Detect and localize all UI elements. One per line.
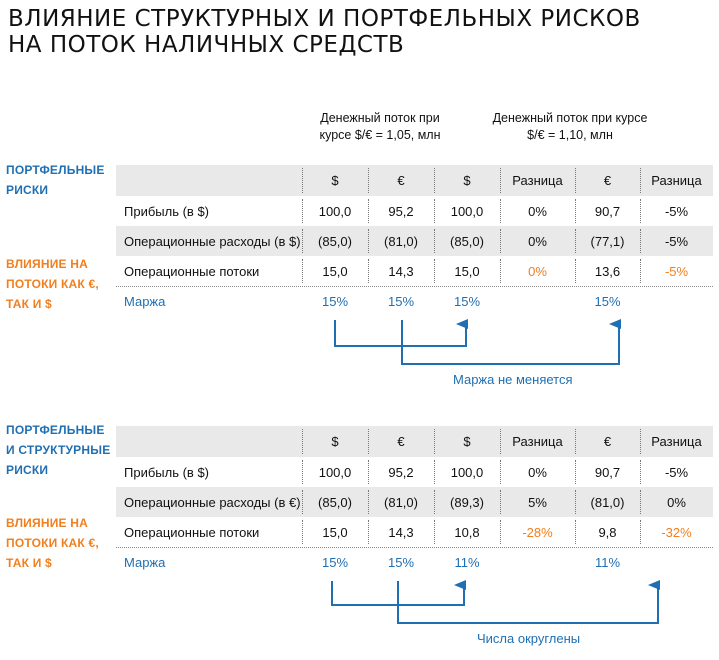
table-cell: 95,2 bbox=[388, 464, 414, 480]
column-header: Разница bbox=[512, 173, 563, 188]
header-rate-110-line-2: $/€ = 1,10, млн bbox=[527, 128, 613, 142]
table-cell: 15,0 bbox=[322, 263, 348, 279]
table-cell: 100,0 bbox=[318, 464, 352, 480]
column-header: Разница bbox=[512, 434, 563, 449]
table-cell: 0% bbox=[528, 233, 547, 249]
side-line: ПОРТФЕЛЬНЫЕ bbox=[6, 163, 105, 177]
row-label: Операционные потоки bbox=[124, 524, 260, 540]
table-cell: (85,0) bbox=[318, 233, 352, 249]
table-cell: 13,6 bbox=[594, 263, 621, 279]
side-line: ПОРТФЕЛЬНЫЕ bbox=[6, 423, 105, 437]
column-header: $ bbox=[331, 173, 339, 188]
side-line: РИСКИ bbox=[6, 463, 49, 477]
row-label: Маржа bbox=[124, 293, 166, 309]
table-cell: -5% bbox=[664, 203, 689, 219]
table-cell: (81,0) bbox=[384, 494, 418, 510]
table-cell: 14,3 bbox=[388, 263, 414, 279]
note-rounded-numbers: Числа округлены bbox=[477, 631, 581, 646]
table-cell: 90,7 bbox=[594, 203, 621, 219]
note-margin-unchanged: Маржа не меняется bbox=[453, 372, 573, 387]
table-cell: 9,8 bbox=[598, 524, 617, 540]
table-cell: (81,0) bbox=[384, 233, 418, 249]
table-cell: 14,3 bbox=[388, 524, 414, 540]
side-line: ТАК И $ bbox=[6, 297, 52, 311]
margin-value: 15% bbox=[321, 554, 349, 570]
table-cell: -5% bbox=[664, 233, 689, 249]
side-line: И СТРУКТУРНЫЕ bbox=[6, 443, 111, 457]
column-header: € bbox=[603, 434, 612, 449]
header-rate-105-line-1: Денежный поток при bbox=[320, 111, 440, 125]
table-cell: 100,0 bbox=[450, 203, 484, 219]
column-header: Разница bbox=[651, 434, 702, 449]
table-cell-difference: 0% bbox=[528, 263, 547, 279]
table-cell: -5% bbox=[664, 464, 689, 480]
table-cell: 15,0 bbox=[322, 524, 348, 540]
margin-value: 15% bbox=[321, 293, 349, 309]
column-header: Разница bbox=[651, 173, 702, 188]
row-label: Операционные потоки bbox=[124, 263, 260, 279]
row-label: Маржа bbox=[124, 554, 166, 570]
margin-value: 15% bbox=[387, 293, 415, 309]
table-cell: (85,0) bbox=[318, 494, 352, 510]
table-cell: 0% bbox=[528, 464, 547, 480]
margin-value: 15% bbox=[594, 293, 621, 309]
table-cell: 90,7 bbox=[594, 464, 621, 480]
header-rate-110-line-1: Денежный поток при курсе bbox=[492, 111, 648, 125]
arrow-connector bbox=[335, 320, 466, 346]
table-cell: 0% bbox=[528, 203, 547, 219]
row-label: Операционные расходы (в $) bbox=[124, 233, 301, 249]
side-line: ВЛИЯНИЕ НА bbox=[6, 257, 88, 271]
table-cell: 95,2 bbox=[388, 203, 414, 219]
table-cell: (89,3) bbox=[450, 494, 484, 510]
side-line: ПОТОКИ КАК €, bbox=[6, 536, 99, 550]
side-line: РИСКИ bbox=[6, 183, 49, 197]
row-label: Прибыль (в $) bbox=[124, 203, 210, 219]
column-header: $ bbox=[331, 434, 339, 449]
side-line: ТАК И $ bbox=[6, 556, 52, 570]
column-header: € bbox=[397, 434, 405, 449]
arrow-connector bbox=[398, 581, 658, 623]
table-cell-difference: -32% bbox=[661, 524, 692, 540]
margin-value: 15% bbox=[453, 293, 481, 309]
table-cell: 5% bbox=[528, 494, 547, 510]
table-cell: (77,1) bbox=[590, 233, 625, 249]
column-header: $ bbox=[463, 434, 471, 449]
column-header: $ bbox=[463, 173, 471, 188]
arrow-connector bbox=[402, 320, 619, 364]
margin-value: 11% bbox=[594, 554, 621, 570]
table-cell: 100,0 bbox=[318, 203, 352, 219]
column-header: € bbox=[603, 173, 612, 188]
table-cell: (85,0) bbox=[450, 233, 484, 249]
margin-value: 15% bbox=[387, 554, 415, 570]
row-label: Операционные расходы (в €) bbox=[124, 494, 301, 510]
row-label: Прибыль (в $) bbox=[124, 464, 210, 480]
table-cell-difference: -28% bbox=[522, 524, 553, 540]
table-cell: 100,0 bbox=[450, 464, 484, 480]
table-cell: 10,8 bbox=[454, 524, 480, 540]
title-line-1: ВЛИЯНИЕ СТРУКТУРНЫХ И ПОРТФЕЛЬНЫХ РИСКОВ bbox=[8, 6, 641, 32]
title-line-2: НА ПОТОК НАЛИЧНЫХ СРЕДСТВ bbox=[8, 32, 405, 58]
column-header: € bbox=[397, 173, 405, 188]
table-cell: (81,0) bbox=[590, 494, 625, 510]
table-cell: 15,0 bbox=[454, 263, 480, 279]
side-line: ВЛИЯНИЕ НА bbox=[6, 516, 88, 530]
margin-value: 11% bbox=[454, 554, 480, 570]
header-rate-105-line-2: курсе $/€ = 1,05, млн bbox=[319, 128, 441, 142]
table-cell-difference: -5% bbox=[664, 263, 689, 279]
table-cell: 0% bbox=[667, 494, 686, 510]
side-line: ПОТОКИ КАК €, bbox=[6, 277, 99, 291]
